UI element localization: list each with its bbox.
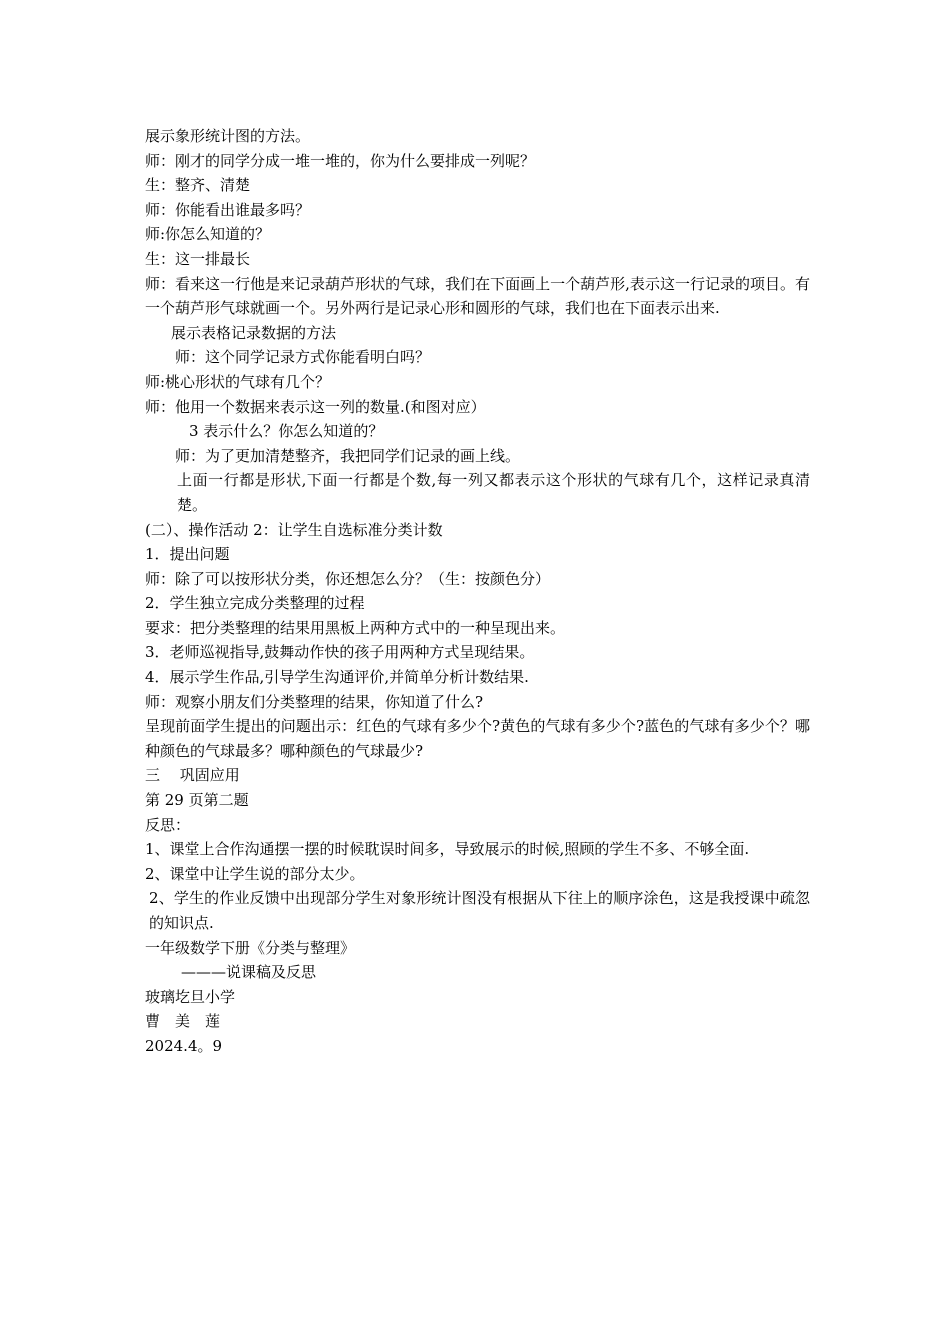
paragraph: 4．展示学生作品,引导学生沟通评价,并简单分析计数结果. <box>145 668 529 687</box>
paragraph: 师：你能看出谁最多吗？ <box>145 200 311 219</box>
paragraph: 上面一行都是形状,下面一行都是个数,每一列又都表示这个形状的气球有几个，这样记录真清楚。 <box>177 471 810 514</box>
paragraph: 师:你怎么知道的？ <box>145 225 271 244</box>
paragraph: 1、课堂上合作沟通摆一摆的时候耽误时间多，导致展示的时候,照顾的学生不多、不够全面. <box>145 840 750 859</box>
paragraph: 师：刚才的同学分成一堆一堆的，你为什么要排成一列呢？ <box>145 151 536 170</box>
paragraph: 要求：把分类整理的结果用黑板上两种方式中的一种呈现出来。 <box>145 618 566 637</box>
paragraph: 三 巩固应用 <box>145 766 240 785</box>
paragraph: 2024.4。9 <box>145 1036 223 1055</box>
paragraph: 2、学生的作业反馈中出现部分学生对象形统计图没有根据从下往上的顺序涂色，这是我授课中疏忽的知识点. <box>149 889 810 932</box>
paragraph: 师：这个同学记录方式你能看明白吗？ <box>175 348 431 367</box>
paragraph: 生：这一排最长 <box>145 249 251 268</box>
paragraph: 1．提出问题 <box>145 545 230 564</box>
paragraph: 师：他用一个数据来表示这一列的数量.(和图对应） <box>145 397 486 416</box>
paragraph: 曹 美 莲 <box>145 1012 221 1031</box>
paragraph: 师：看来这一行他是来记录葫芦形状的气球，我们在下面画上一个葫芦形,表示这一行记录的项目。有一个葫芦形气球就画一个。另外两行是记录心形和圆形的气球，我们也在下面表示出来. <box>145 274 810 318</box>
paragraph: ———说课稿及反思 <box>181 963 317 982</box>
paragraph: 2．学生独立完成分类整理的过程 <box>145 594 365 613</box>
paragraph: 师:桃心形状的气球有几个？ <box>145 372 331 391</box>
paragraph: 第 29 页第二题 <box>145 791 249 810</box>
paragraph: 师：观察小朋友们分类整理的结果，你知道了什么? <box>145 692 484 711</box>
document-page <box>145 124 810 1059</box>
paragraph: 一年级数学下册《分类与整理》 <box>145 938 356 957</box>
paragraph: 呈现前面学生提出的问题出示：红色的气球有多少个?黄色的气球有多少个?蓝色的气球有多少个？哪种颜色的气球最多？哪种颜色的气球最少? <box>145 717 810 760</box>
paragraph: 展示表格记录数据的方法 <box>171 323 337 342</box>
paragraph: 3．老师巡视指导,鼓舞动作快的孩子用两种方式呈现结果。 <box>145 643 535 662</box>
paragraph: 师：为了更加清楚整齐，我把同学们记录的画上线。 <box>175 446 521 465</box>
paragraph: 展示象形统计图的方法。 <box>145 127 311 145</box>
paragraph: 反思： <box>145 815 191 834</box>
paragraph: (二）、操作活动 2：让学生自选标准分类计数 <box>145 520 443 539</box>
paragraph: 2、课堂中让学生说的部分太少。 <box>145 864 365 883</box>
paragraph: 3 表示什么？你怎么知道的？ <box>189 422 384 441</box>
paragraph: 师：除了可以按形状分类，你还想怎么分？（生：按颜色分） <box>145 569 551 588</box>
paragraph: 生：整齐、清楚 <box>145 176 251 195</box>
paragraph: 玻璃圪旦小学 <box>145 987 236 1006</box>
